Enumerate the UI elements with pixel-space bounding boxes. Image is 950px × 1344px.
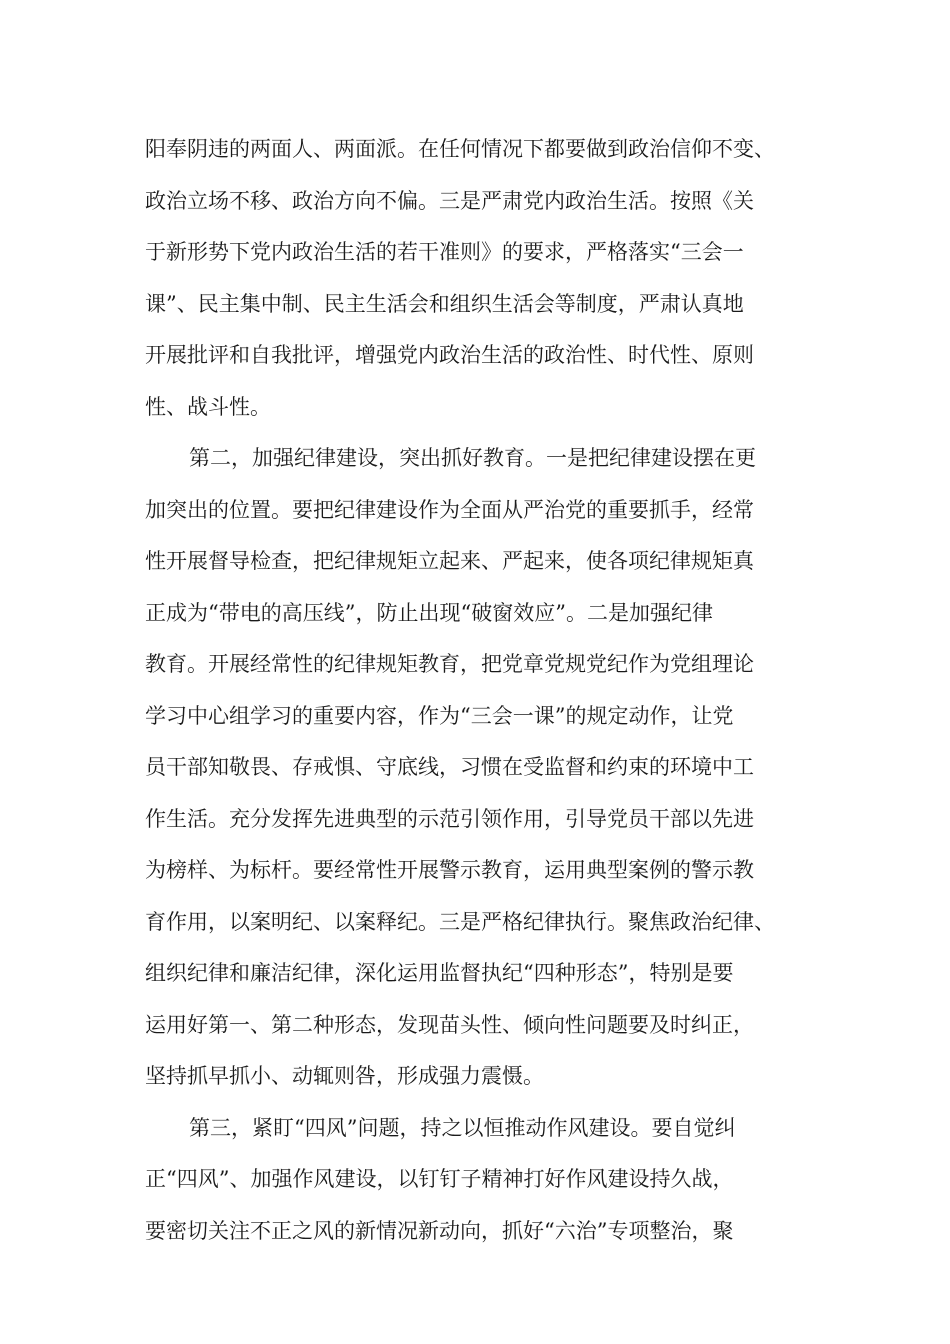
paragraph-start-line: 第三，紧盯“四风”问题，持之以恒推动作风建设。要自觉纠: [189, 1115, 736, 1140]
text-line: 正“四风”、加强作风建设，以钉钉子精神打好作风建设持久战，: [145, 1167, 734, 1191]
paragraph-start-line: 第二，加强纪律建设，突出抓好教育。一是把纪律建设摆在更: [189, 446, 756, 470]
text-line: 阳奉阴违的两面人、两面派。在任何情况下都要做到政治信仰不变、: [145, 137, 775, 161]
document-body: [145, 124, 805, 1257]
text-line: 学习中心组学习的重要内容，作为“三会一课”的规定动作，让党: [145, 703, 734, 728]
text-line: 于新形势下党内政治生活的若干准则》的要求，严格落实“三会一: [145, 240, 744, 264]
text-line: 开展批评和自我批评，增强党内政治生活的政治性、时代性、原则: [145, 343, 754, 367]
text-line: 要密切关注不正之风的新情况新动向，抓好“六治”专项整治，聚: [145, 1218, 734, 1243]
text-line: 运用好第一、第二种形态，发现苗头性、倾向性问题要及时纠正，: [145, 1012, 754, 1037]
text-line: 正成为“带电的高压线”，防止出现“破窗效应”。二是加强纪律: [145, 600, 713, 625]
text-line: 为榜样、为标杆。要经常性开展警示教育，运用典型案例的警示教: [145, 858, 754, 882]
text-line: 组织纪律和廉洁纪律，深化运用监督执纪“四种形态”，特别是要: [145, 961, 734, 985]
text-line: 教育。开展经常性的纪律规矩教育，把党章党规党纪作为党组理论: [145, 652, 754, 676]
text-line: 坚持抓早抓小、动辄则咎，形成强力震慑。: [145, 1064, 544, 1088]
text-line: 作生活。充分发挥先进典型的示范引领作用，引导党员干部以先进: [145, 806, 754, 831]
text-line: 课”、民主集中制、民主生活会和组织生活会等制度，严肃认真地: [145, 291, 744, 316]
text-line: 加突出的位置。要把纪律建设作为全面从严治党的重要抓手，经常: [145, 497, 754, 522]
text-line: 性开展督导检查，把纪律规矩立起来、严起来，使各项纪律规矩真: [145, 549, 754, 573]
text-line: 政治立场不移、政治方向不偏。三是严肃党内政治生活。按照《关: [145, 188, 754, 213]
text-line: 性、战斗性。: [145, 394, 271, 419]
text-line: 育作用，以案明纪、以案释纪。三是严格纪律执行。聚焦政治纪律、: [145, 909, 775, 934]
text-line: 员干部知敬畏、存戒惧、守底线，习惯在受监督和约束的环境中工: [145, 755, 754, 779]
